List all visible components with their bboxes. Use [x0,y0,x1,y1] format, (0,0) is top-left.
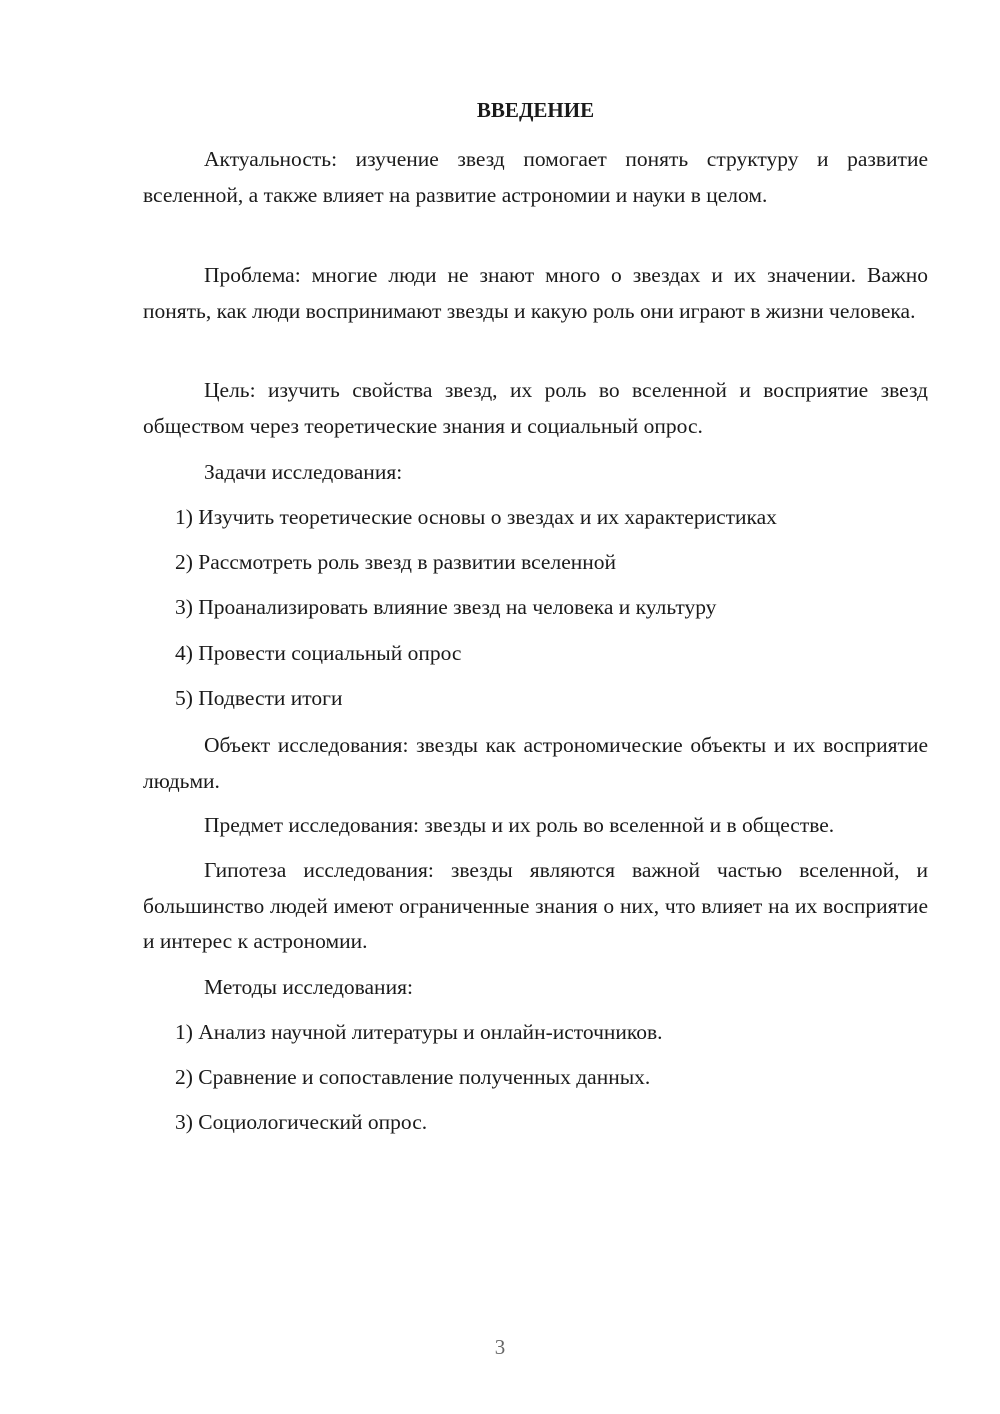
list-item: 1) Изучить теоретические основы о звездах и их характеристиках [175,505,777,529]
paragraph-goal: Цель: изучить свойства звезд, их роль во вселенной и восприятие звезд обществом через теоретические знания и социальный опрос. [143,378,928,438]
paragraph-object: Объект исследования: звезды как астрономические объекты и их восприятие людьми. [143,733,928,793]
paragraph-subject: Предмет исследования: звезды и их роль во вселенной и в обществе. [204,813,835,837]
list-item: 2) Рассмотреть роль звезд в развитии вселенной [175,550,617,574]
list-item: 2) Сравнение и сопоставление полученных данных. [175,1065,651,1089]
list-item: 5) Подвести итоги [175,686,343,710]
tasks-heading: Задачи исследования: [204,460,403,484]
paragraph-relevance: Актуальность: изучение звезд помогает понять структуру и развитие вселенной, а также влияет на развитие астрономии и науки в целом. [143,147,928,207]
paragraph-hypothesis: Гипотеза исследования: звезды являются важной частью вселенной, и большинство людей имеют ограниченные знания о них, что влияет на их восприятие и интерес к астрономии. [143,858,928,953]
list-item: 3) Проанализировать влияние звезд на человека и культуру [175,595,717,619]
list-item: 3) Социологический опрос. [175,1110,428,1134]
methods-heading: Методы исследования: [204,975,413,999]
list-item: 1) Анализ научной литературы и онлайн-источников. [175,1020,663,1044]
page-number: 3 [494,1335,506,1359]
list-item: 4) Провести социальный опрос [175,641,462,665]
paragraph-problem: Проблема: многие люди не знают много о звездах и их значении. Важно понять, как люди воспринимают звезды и какую роль они играют в жизни человека. [143,263,928,323]
page-title: ВВЕДЕНИЕ [476,98,595,122]
